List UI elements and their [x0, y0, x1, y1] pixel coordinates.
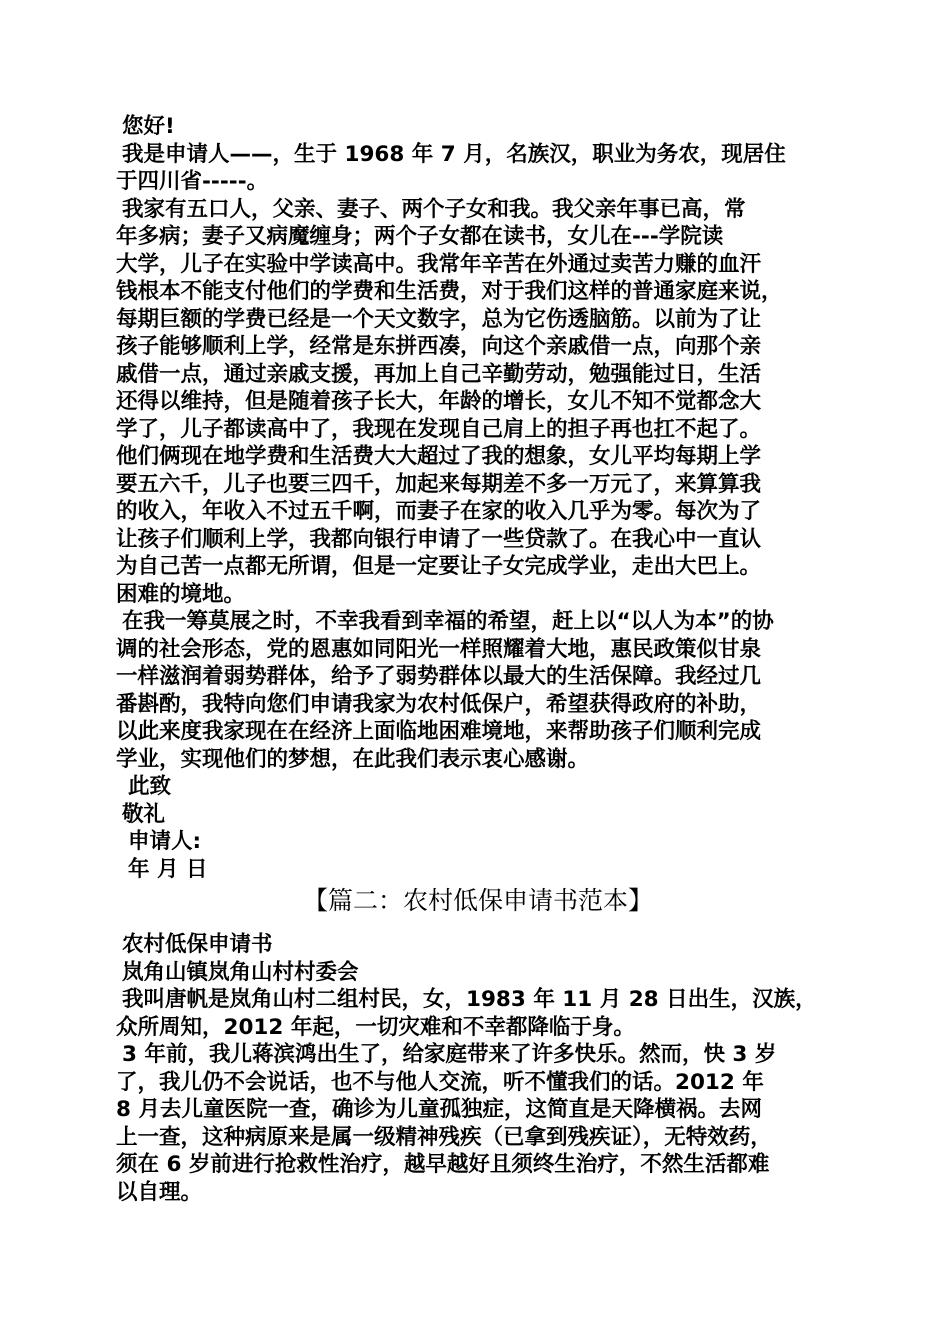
recipient: 岚角山镇岚角山村村委会: [122, 959, 359, 985]
text-line: 我是申请人——，生于 1968 年 7 月，名族汉，职业为务农，现居住: [122, 141, 786, 167]
closing-salutation: 此致: [128, 774, 172, 799]
section2-paragraph-2: [116, 1041, 840, 1206]
text-line: 3 年前，我儿蒋滨鸿出生了，给家庭带来了许多快乐。然而，快 3 岁: [122, 1042, 777, 1067]
text-line: 要五六千，儿子也要三四千，加起来每期差不多一万元了，来算算我: [116, 471, 762, 497]
text-line: 年多病；妻子又病魔缠身；两个子女都在读书，女儿在---学院读: [116, 224, 724, 249]
text-line: 在我一筹莫展之时，不幸我看到幸福的希望，赶上以“以人为本”的协: [122, 609, 774, 634]
document-page: [116, 113, 840, 1206]
text-line: 学了，儿子都读高中了，我现在发现自己肩上的担子再也扛不起了。: [116, 416, 762, 442]
request-paragraph: [116, 608, 840, 773]
text-line: 以自理。: [116, 1179, 203, 1205]
section2-paragraph-1: [116, 986, 840, 1041]
text-line: 以此来度我家现在在经济上面临地困难境地，来帮助孩子们顺利完成: [116, 719, 762, 744]
signature-date: 年 月 日: [128, 856, 208, 882]
text-line: 8 月去儿童医院一查，确诊为儿童孤独症，这简直是天降横祸。去网: [116, 1097, 762, 1122]
text-line: 大学，儿子在实验中学读高中。我常年辛苦在外通过卖苦力赚的血汗: [116, 251, 762, 277]
text-line: 我家有五口人，父亲、妻子、两个子女和我。我父亲年事已高，常: [122, 196, 746, 222]
greeting: 您好!: [122, 114, 175, 139]
text-line: 孩子能够顺利上学，经常是东拼西凑，向这个亲戚借一点，向那个亲: [116, 334, 762, 359]
text-line: 让孩子们顺利上学，我都向银行申请了一些贷款了。在我心中一直认: [116, 526, 762, 552]
doc-title: 农村低保申请书: [122, 932, 273, 957]
text-line: 一样滋润着弱势群体，给予了弱势群体以最大的生活保障。我经过几: [116, 664, 762, 689]
section-title: 【篇二：农村低保申请书范本】: [302, 886, 653, 915]
closing-respect: 敬礼: [122, 801, 166, 827]
text-line: 困难的境地。: [116, 581, 246, 607]
text-line: 还得以维持，但是随着孩子长大，年龄的增长，女儿不知不觉都念大: [116, 389, 762, 414]
text-line: 了，我儿仍不会说话，也不与他人交流，听不懂我们的话。2012 年: [116, 1069, 764, 1095]
text-line: 他们俩现在地学费和生活费大大超过了我的想象，女儿平均每期上学: [116, 444, 762, 469]
text-line: 为自己苦一点都无所谓，但是一定要让子女完成学业，走出大巴上。: [116, 554, 762, 579]
text-line: 上一查，这种病原来是属一级精神残疾（已拿到残疾证），无特效药，: [116, 1124, 772, 1150]
text-line: 众所周知，2012 年起，一切灾难和不幸都降临于身。: [116, 1014, 635, 1040]
text-line: 钱根本不能支付他们的学费和生活费，对于我们这样的普通家庭来说，: [116, 279, 783, 304]
family-paragraph: [116, 196, 840, 609]
applicant-signature: 申请人:: [128, 829, 202, 854]
text-line: 每期巨额的学费已经是一个天文数字，总为它伤透脑筋。以前为了让: [116, 306, 762, 332]
text-line: 学业，实现他们的梦想，在此我们表示衷心感谢。: [116, 746, 590, 772]
text-line: 的收入，年收入不过五千啊，而妻子在家的收入几乎为零。每次为了: [116, 499, 762, 524]
intro-paragraph: [116, 141, 840, 196]
text-line: 须在 6 岁前进行抢救性治疗，越早越好且须终生治疗，不然生活都难: [116, 1152, 770, 1177]
text-line: 我叫唐帆是岚角山村二组村民，女，1983 年 11 月 28 日出生，汉族，: [122, 987, 817, 1012]
text-line: 调的社会形态，党的恩惠如同阳光一样照耀着大地，惠民政策似甘泉: [116, 636, 762, 662]
text-line: 番斟酌，我特向您们申请我家为农村低保户，希望获得政府的补助，: [116, 691, 762, 717]
text-line: 于四川省-----。: [116, 169, 269, 194]
text-line: 戚借一点，通过亲戚支援，再加上自己辛勤劳动，勉强能过日，生活: [116, 361, 762, 387]
